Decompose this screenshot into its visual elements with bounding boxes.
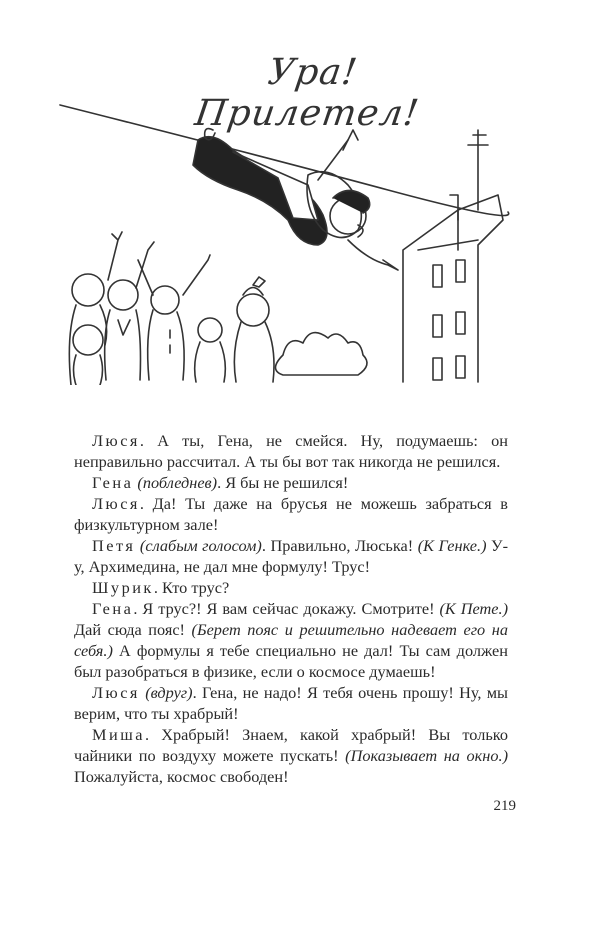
speaker-name: Люся: [92, 494, 140, 513]
stage-direction: (слабым голосом): [139, 536, 262, 555]
dialogue-text: . Правильно, Люська!: [261, 536, 418, 555]
stage-direction: (Показывает на окно.): [345, 746, 508, 765]
dialogue-line: [74, 535, 508, 577]
speaker-name: Миша: [92, 725, 145, 744]
dialogue-text: А формулы я тебе специально не дал! Ты сам должен был разобраться в физике, если о космосе думаешь!: [74, 641, 508, 681]
dialogue-text: . Храбрый! Знаем, какой храбрый! Вы только чайники по воздуху можете пускать!: [74, 725, 508, 765]
dialogue-text: . Да! Ты даже на брусья не можешь забраться в физкультурном зале!: [74, 494, 508, 534]
play-dialogue: [74, 430, 508, 787]
speaker-name: Шурик: [92, 578, 154, 597]
dialogue-line: [74, 682, 508, 724]
dialogue-line: [74, 430, 508, 472]
stage-direction: (Берет пояс и решительно надевает его на себя.): [74, 620, 508, 660]
dialogue-text: Пожалуйста, космос свободен!: [74, 767, 289, 786]
dialogue-line: [74, 472, 508, 493]
dialogue-text: . Гена, не надо! Я тебя очень прошу! Ну, мы верим, что ты храбрый!: [74, 683, 508, 723]
stage-direction: (вдруг): [145, 683, 193, 702]
dialogue-text: . А ты, Гена, не смейся. Ну, подумаешь: он неправильно рассчитал. А ты бы вот так никогда не решился.: [74, 431, 508, 471]
dialogue-line: [74, 724, 508, 787]
dialogue-line: [74, 493, 508, 535]
speaker-name: Люся: [92, 683, 140, 702]
speaker-name: Петя: [92, 536, 136, 555]
dialogue-line: [74, 577, 508, 598]
speaker-name: Гена: [92, 473, 134, 492]
dialogue-text: . Кто трус?: [153, 578, 230, 597]
page-title: Ура! Прилетел!: [192, 52, 422, 134]
flying-boy-illustration: [58, 100, 510, 385]
stage-direction: (К Пете.): [439, 599, 508, 618]
stage-direction: (К Генке.): [417, 536, 487, 555]
stage-direction: (побледнев): [137, 473, 218, 492]
page-number: 219: [493, 798, 516, 814]
speaker-name: Люся: [92, 431, 140, 450]
speaker-name: Гена: [92, 599, 134, 618]
dialogue-text: Дай сюда пояс!: [74, 620, 192, 639]
dialogue-text: . Я бы не решился!: [217, 473, 349, 492]
dialogue-text: У-у, Архимедина, не дал мне формулу! Трус!: [74, 536, 509, 576]
dialogue-line: [74, 598, 508, 682]
dialogue-text: . Я трус?! Я вам сейчас докажу. Смотрите!: [133, 599, 440, 618]
